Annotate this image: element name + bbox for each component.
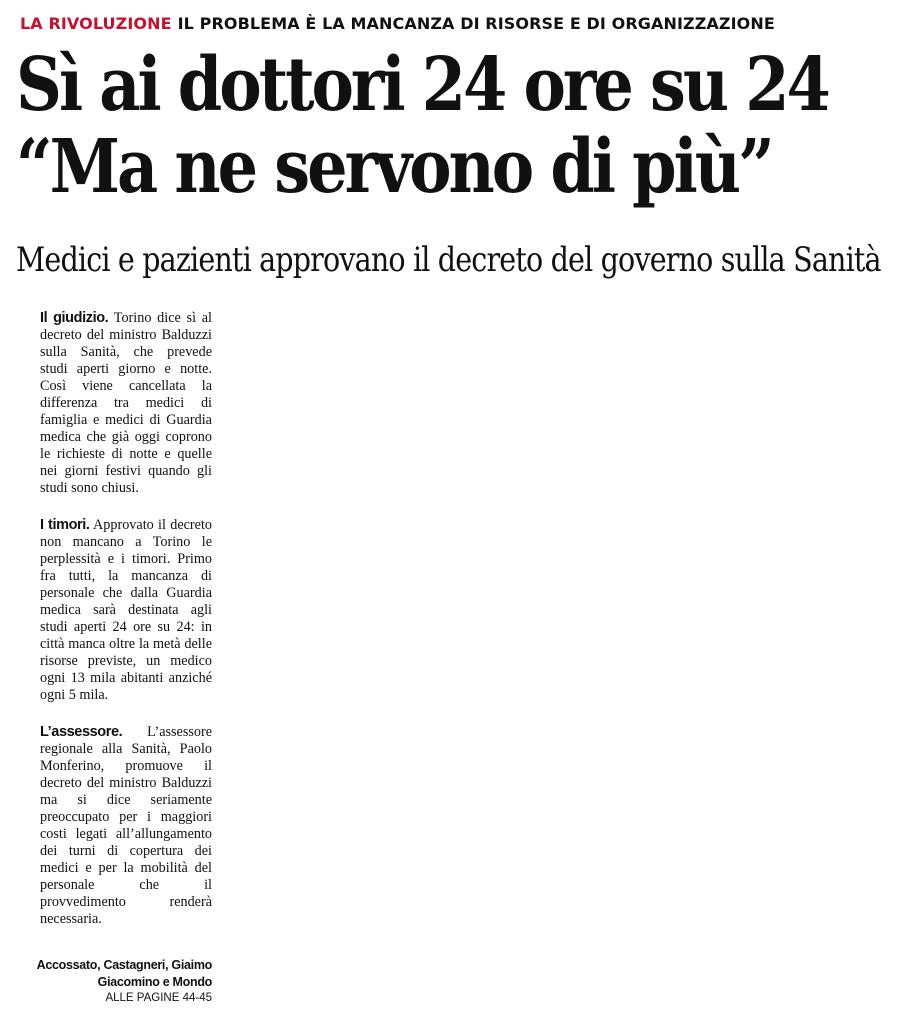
paragraph-lead: I timori. [40,517,90,533]
byline [20,957,212,991]
paragraph-timori [40,517,212,704]
byline-line-2: Giacomino e Mondo [97,975,212,989]
paragraph-lead: L’assessore. [40,724,123,740]
summary-column [40,310,212,948]
headline [16,42,828,210]
page-reference: ALLE PAGINE 44-45 [105,992,212,1004]
paragraph-text: Approvato il decreto non mancano a Torino le perplessità e i timori. Primo fra tutti, la mancanza di personale che dalla Guardia medica sarà destinata agli studi aperti 24 ore su 24: in città manca oltre la metà delle risorse previste, un medico ogni 13 mila abitanti anziché ogni 5 mila. [40,517,212,703]
paragraph-text: L’assessore regionale alla Sanità, Paolo Monferino, promuove il decreto del ministro Balduzzi ma si dice seriamente preoccupato per i maggiori costi legati all’allungamento dei turni di copertura dei medici e per la mobilità del personale che il provvedimento renderà necessaria. [40,724,212,927]
headline-line-2: “Ma ne servono di più” [16,124,772,210]
kicker [20,14,775,33]
kicker-topic: IL PROBLEMA È LA MANCANZA DI RISORSE E DI ORGANIZZAZIONE [177,14,775,33]
paragraph-text: Torino dice sì al decreto del ministro Balduzzi sulla Sanità, che prevede studi aperti giorno e notte. Così viene cancellata la differenza tra medici di famiglia e medici di Guardia medica che già oggi coprono le richieste di notte e quelle nei giorni festivi quando gli studi sono chiusi. [40,310,212,496]
section-label: LA RIVOLUZIONE [20,14,172,33]
paragraph-lead: Il giudizio. [40,310,109,326]
paragraph-assessore [40,724,212,928]
headline-line-1: Sì ai dottori 24 ore su 24 [16,42,828,128]
paragraph-giudizio [40,310,212,497]
subheadline: Medici e pazienti approvano il decreto del governo sulla Sanità [16,240,881,280]
byline-line-1: Accossato, Castagneri, Giaimo [36,958,212,972]
